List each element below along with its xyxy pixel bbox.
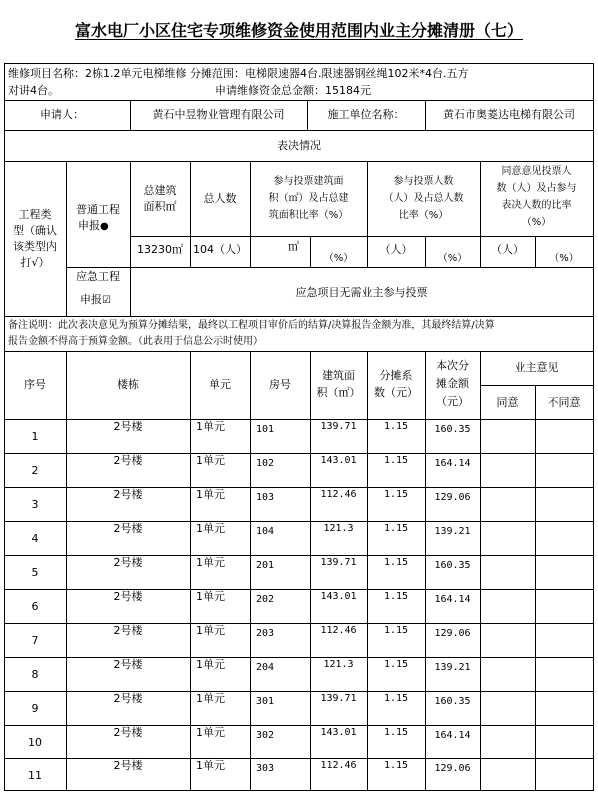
table-cell-amount: 160.35 <box>434 560 471 571</box>
col-vote-area-1: 参与投票建筑面 <box>273 176 344 187</box>
header-opinion: 业主意见 <box>514 361 559 374</box>
val-vote-people-pct: （%） <box>437 253 468 264</box>
header-seq: 序号 <box>24 378 46 391</box>
project-line-1: 维修项目名称：2栋1.2单元电梯维修 分摊范围：电梯限速器4台.限速器钢丝绳102米*4台.五方 <box>8 67 469 80</box>
rule <box>250 351 251 791</box>
val-vote-area-unit: ㎡ <box>288 240 299 253</box>
table-cell-building: 2号楼 <box>113 726 143 739</box>
rule <box>4 63 594 64</box>
table-cell-seq: 8 <box>31 668 39 681</box>
table-cell-coef: 1.15 <box>383 557 409 568</box>
table-cell-seq: 11 <box>28 769 42 782</box>
table-cell-area: 112.46 <box>320 760 357 771</box>
val-vote-people: （人） <box>379 243 413 256</box>
rule <box>310 351 311 791</box>
table-cell-unit: 1单元 <box>196 726 225 739</box>
table-cell-coef: 1.15 <box>383 727 409 738</box>
type-label-2: 型（确认 <box>13 224 57 237</box>
table-cell-area: 143.01 <box>320 591 357 602</box>
table-cell-seq: 9 <box>31 702 39 715</box>
table-cell-amount: 160.35 <box>434 696 471 707</box>
table-cell-coef: 1.15 <box>383 455 409 466</box>
table-cell-area: 121.3 <box>323 659 354 670</box>
normal-label-text: 申报 <box>78 219 100 232</box>
table-cell-coef: 1.15 <box>383 421 409 432</box>
header-coef-2: 数（元） <box>374 386 418 399</box>
table-cell-building: 2号楼 <box>113 556 143 569</box>
rule <box>367 351 368 791</box>
table-cell-building: 2号楼 <box>113 759 143 772</box>
rule <box>4 130 594 131</box>
table-cell-area: 139.71 <box>320 693 357 704</box>
col-total-people: 总人数 <box>203 192 237 205</box>
table-cell-amount: 129.06 <box>434 492 471 503</box>
header-building: 楼栋 <box>117 378 139 391</box>
rule <box>4 790 594 791</box>
col-total-area-1: 总建筑 <box>143 184 177 197</box>
val-vote-area-pct: （%） <box>323 253 354 264</box>
table-cell-room: 301 <box>256 696 275 707</box>
table-cell-room: 104 <box>256 526 275 537</box>
table-cell-building: 2号楼 <box>113 692 143 705</box>
page-title <box>0 18 598 44</box>
col-agree-1: 同意意见投票人 <box>501 166 572 177</box>
header-room: 房号 <box>269 378 291 391</box>
type-label-3: 该类型内 <box>13 240 57 253</box>
table-cell-unit: 1单元 <box>196 624 225 637</box>
col-vote-area-3: 筑面积比率（%） <box>268 210 349 221</box>
table-cell-unit: 1单元 <box>196 658 225 671</box>
table-cell-coef: 1.15 <box>383 693 409 704</box>
header-disagree: 不同意 <box>547 396 581 409</box>
table-cell-amount: 164.14 <box>434 458 471 469</box>
rule <box>66 161 67 316</box>
table-cell-unit: 1单元 <box>196 420 225 433</box>
table-cell-seq: 10 <box>28 736 42 749</box>
col-agree-4: （%） <box>521 217 552 228</box>
project-total: 申请维修资金总金额：15184元 <box>215 84 371 97</box>
type-label-4: 打√） <box>20 256 50 269</box>
rule <box>4 316 594 317</box>
rule <box>4 100 594 101</box>
table-cell-amount: 139.21 <box>434 526 471 537</box>
table-cell-amount: 164.14 <box>434 594 471 605</box>
project-line-2: 对讲4台。 <box>8 84 59 97</box>
table-cell-room: 201 <box>256 560 275 571</box>
rule <box>190 351 191 791</box>
right-border <box>593 63 594 791</box>
col-vote-people-2: （人）及占总人数 <box>383 193 464 204</box>
table-cell-amount: 129.06 <box>434 763 471 774</box>
table-cell-coef: 1.15 <box>383 625 409 636</box>
header-amount-3: （元） <box>436 395 469 408</box>
col-agree-2: 数（人）及占参与 <box>496 183 577 194</box>
rule <box>130 236 594 237</box>
table-cell-room: 202 <box>256 594 275 605</box>
table-cell-amount: 139.21 <box>434 662 471 673</box>
remark-line-2: 报告金额不得高于预算金额。（此表用于信息公示时使用） <box>8 336 263 347</box>
rule <box>66 267 594 268</box>
table-cell-coef: 1.15 <box>383 659 409 670</box>
table-cell-coef: 1.15 <box>383 489 409 500</box>
table-cell-unit: 1单元 <box>196 522 225 535</box>
table-cell-room: 302 <box>256 730 275 741</box>
col-vote-people-1: 参与投票人数 <box>393 176 454 187</box>
val-agree-pct: （%） <box>549 253 579 264</box>
header-agree: 同意 <box>496 396 519 409</box>
val-total-people: 104（人） <box>193 243 247 256</box>
table-cell-area: 143.01 <box>320 727 357 738</box>
header-coef-1: 分摊系 <box>379 369 413 382</box>
col-agree-3: 表决人数的比率 <box>501 200 572 211</box>
normal-label-2 <box>78 219 109 234</box>
rule <box>480 385 594 386</box>
table-cell-unit: 1单元 <box>196 488 225 501</box>
col-vote-area-2: 积（㎡）及占总建 <box>268 193 349 204</box>
table-cell-room: 102 <box>256 458 275 469</box>
vote-heading: 表决情况 <box>277 139 321 152</box>
header-area-2: 积（㎡） <box>316 386 361 399</box>
rule <box>535 385 536 791</box>
table-cell-seq: 4 <box>31 532 39 545</box>
table-cell-room: 204 <box>256 662 275 673</box>
table-cell-room: 101 <box>256 424 275 435</box>
table-cell-room: 203 <box>256 628 275 639</box>
emergency-note: 应急项目无需业主参与投票 <box>295 286 428 299</box>
col-total-area-2: 面积㎡ <box>143 200 177 213</box>
table-cell-amount: 164.14 <box>434 730 471 741</box>
col-vote-people-3: 比率（%） <box>398 210 449 221</box>
normal-label-1: 普通工程 <box>76 203 120 216</box>
table-cell-unit: 1单元 <box>196 454 225 467</box>
table-cell-unit: 1单元 <box>196 759 225 772</box>
table-cell-area: 139.71 <box>320 421 357 432</box>
emergency-label-2 <box>80 293 111 308</box>
table-cell-building: 2号楼 <box>113 590 143 603</box>
table-cell-seq: 1 <box>31 430 39 443</box>
table-cell-room: 103 <box>256 492 275 503</box>
header-amount-2: 摊金额 <box>436 377 469 390</box>
header-amount-1: 本次分 <box>436 359 469 372</box>
table-cell-seq: 2 <box>31 464 39 477</box>
table-cell-unit: 1单元 <box>196 590 225 603</box>
table-cell-building: 2号楼 <box>113 488 143 501</box>
checkbox-checked-icon: ☑ <box>102 295 111 306</box>
normal-mark-icon: ● <box>100 221 109 232</box>
rule <box>4 161 594 162</box>
header-area-1: 建筑面 <box>322 369 355 382</box>
table-cell-seq: 5 <box>31 566 39 579</box>
title-text: 富水电厂小区住宅专项维修资金使用范围内业主分摊清册（七） <box>74 21 523 40</box>
table-cell-building: 2号楼 <box>113 454 143 467</box>
table-cell-building: 2号楼 <box>113 420 143 433</box>
table-cell-coef: 1.15 <box>383 760 409 771</box>
type-label-1: 工程类 <box>18 208 52 221</box>
table-cell-area: 112.46 <box>320 625 357 636</box>
rule <box>66 351 67 791</box>
table-cell-area: 139.71 <box>320 557 357 568</box>
table-cell-seq: 3 <box>31 498 39 511</box>
table-cell-seq: 7 <box>31 634 39 647</box>
table-cell-building: 2号楼 <box>113 522 143 535</box>
val-agree-people: （人） <box>491 243 524 256</box>
table-cell-building: 2号楼 <box>113 658 143 671</box>
table-cell-room: 303 <box>256 763 275 774</box>
emergency-label-text: 申报 <box>80 293 102 306</box>
builder-value: 黄石市奥菱达电梯有限公司 <box>443 108 575 121</box>
table-cell-coef: 1.15 <box>383 591 409 602</box>
rule <box>4 351 594 352</box>
builder-label: 施工单位名称： <box>327 108 405 121</box>
table-cell-area: 121.3 <box>323 523 354 534</box>
remark-line-1: 备注说明：此次表决意见为预算分摊结果，最终以工程项目审价后的结算/决算报告金额为准，其最终结算/决算 <box>8 320 495 331</box>
header-unit: 单元 <box>209 378 231 391</box>
rule <box>480 351 481 791</box>
table-cell-unit: 1单元 <box>196 692 225 705</box>
table-cell-area: 143.01 <box>320 455 357 466</box>
table-cell-seq: 6 <box>31 600 39 613</box>
applicant-value: 黄石中昱物业管理有限公司 <box>152 108 285 121</box>
val-total-area: 13230㎡ <box>137 243 183 256</box>
table-cell-area: 112.46 <box>320 489 357 500</box>
applicant-label: 申请人： <box>40 108 84 121</box>
table-cell-amount: 129.06 <box>434 628 471 639</box>
table-cell-unit: 1单元 <box>196 556 225 569</box>
emergency-label-1: 应急工程 <box>76 270 120 283</box>
table-cell-amount: 160.35 <box>434 424 471 435</box>
table-cell-coef: 1.15 <box>383 523 409 534</box>
table-cell-building: 2号楼 <box>113 624 143 637</box>
